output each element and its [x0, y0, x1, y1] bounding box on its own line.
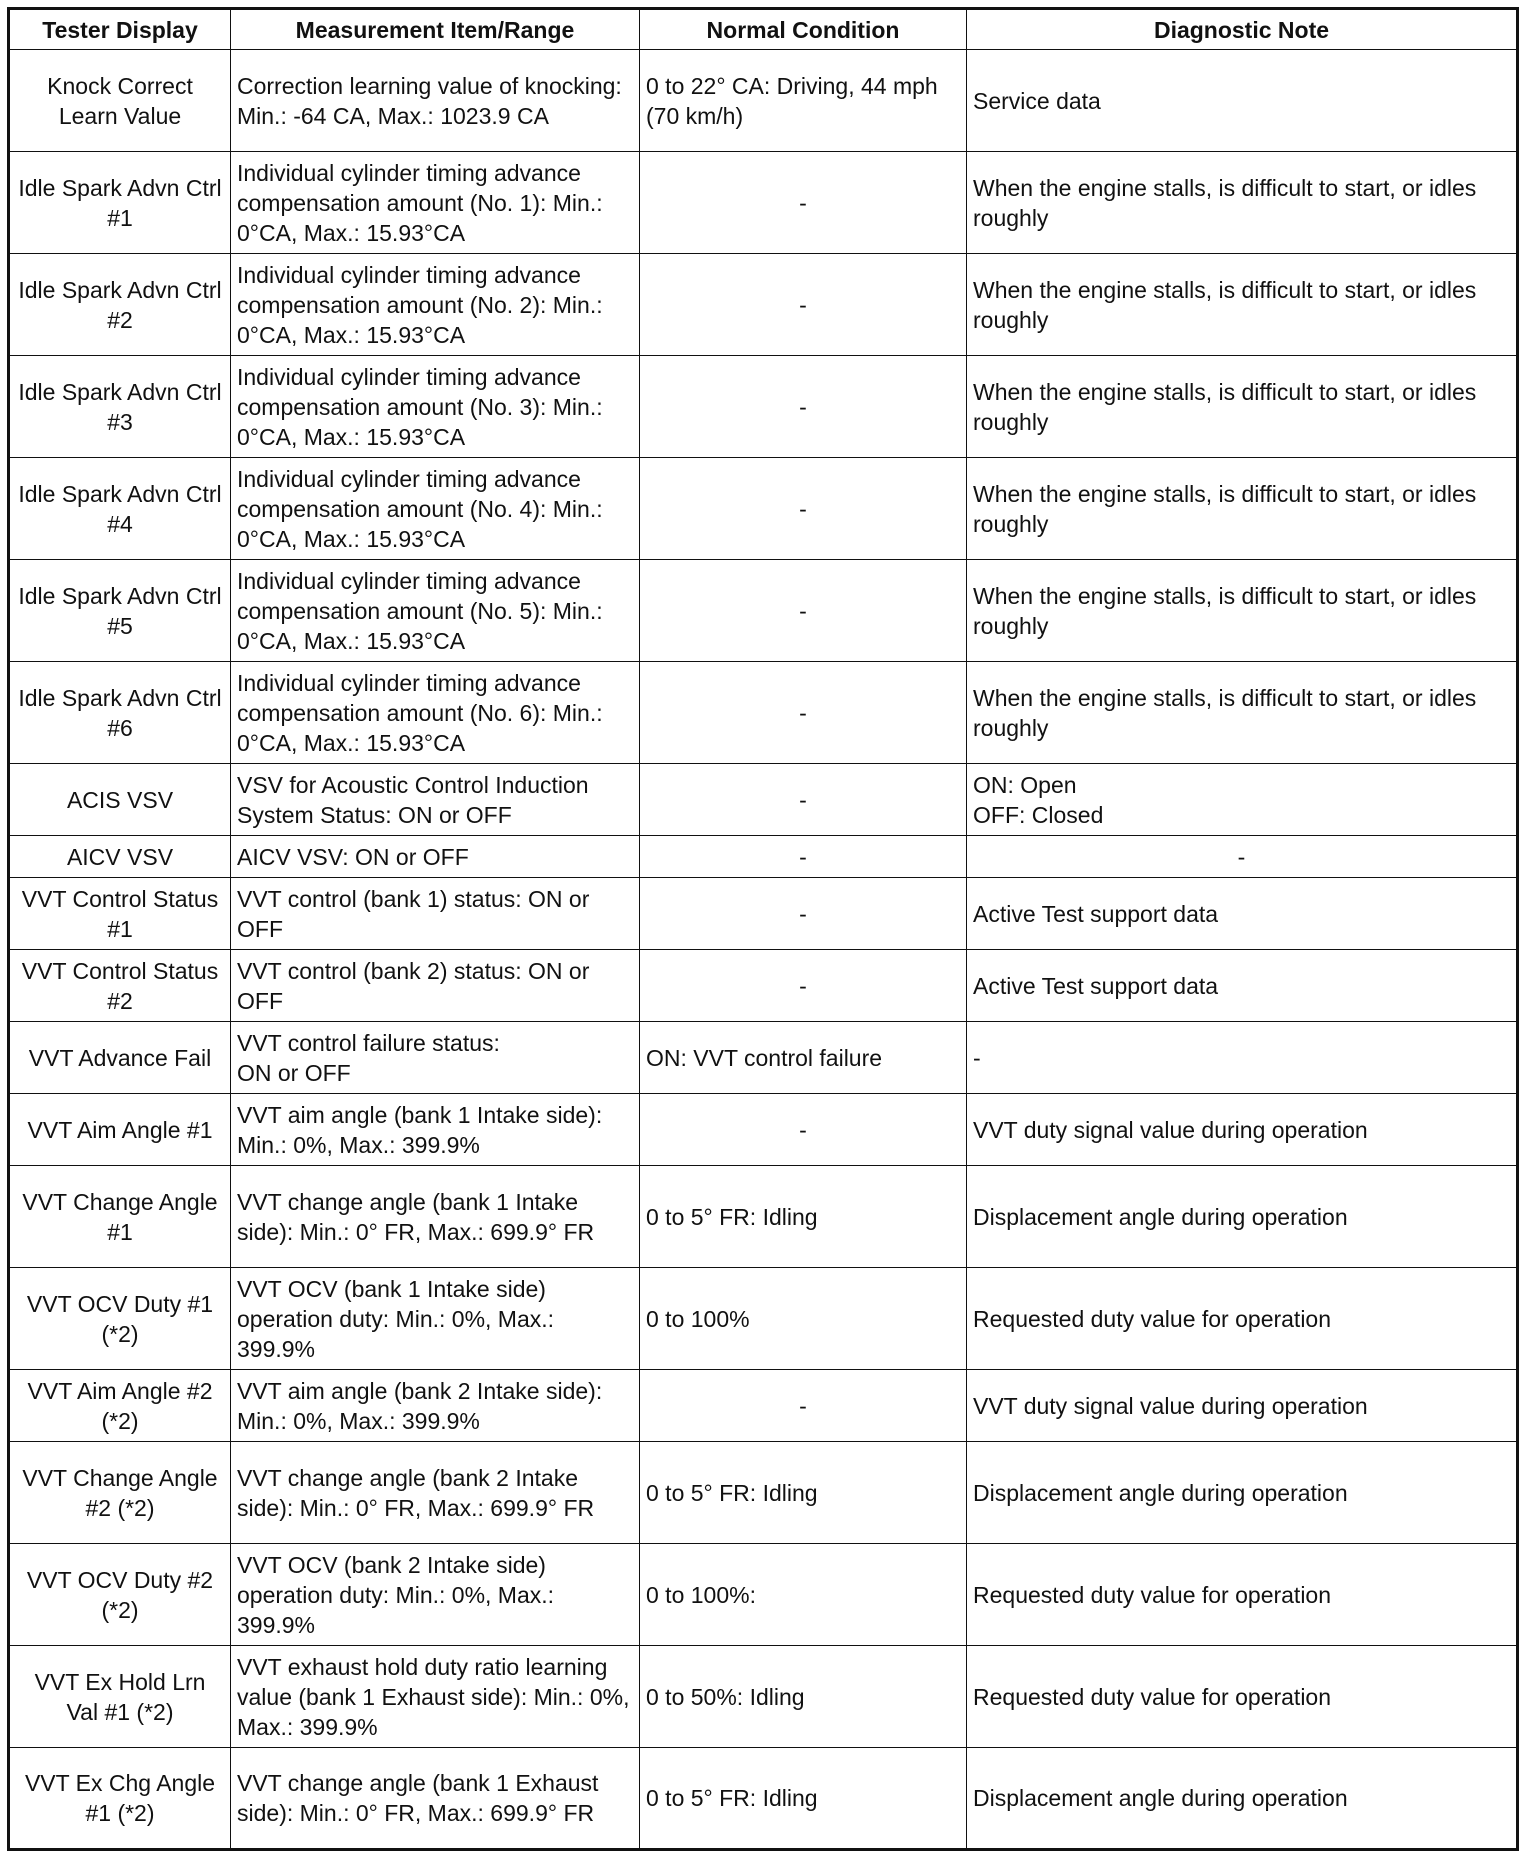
normal-condition-cell: -: [640, 1370, 967, 1442]
normal-condition-cell: 0 to 5° FR: Idling: [640, 1166, 967, 1268]
tester-display-cell: Idle Spark Advn Ctrl #2: [9, 254, 231, 356]
tester-display-cell: VVT Change Angle #1: [9, 1166, 231, 1268]
normal-condition-cell: -: [640, 662, 967, 764]
note-line-1: ON: Open: [973, 771, 1077, 798]
diagnostic-note-cell: Displacement angle during operation: [967, 1442, 1518, 1544]
diagnostic-note-cell: Requested duty value for operation: [967, 1646, 1518, 1748]
header-normal-condition: Normal Condition: [640, 9, 967, 50]
tester-data-table: [7, 7, 1519, 1851]
table-row: [9, 662, 1518, 764]
tester-display-cell: VVT Ex Hold Lrn Val #1 (*2): [9, 1646, 231, 1748]
normal-condition-cell: -: [640, 152, 967, 254]
normal-condition-cell: -: [640, 458, 967, 560]
tester-display-cell: Idle Spark Advn Ctrl #3: [9, 356, 231, 458]
measurement-range-cell: Individual cylinder timing advance compensation amount (No. 6): Min.: 0°CA, Max.: 15.93°CA: [231, 662, 640, 764]
header-tester-display: Tester Display: [9, 9, 231, 50]
header-measurement-range: Measurement Item/Range: [231, 9, 640, 50]
measurement-range-cell: Individual cylinder timing advance compensation amount (No. 4): Min.: 0°CA, Max.: 15.93°CA: [231, 458, 640, 560]
measurement-range-cell: VVT OCV (bank 2 Intake side) operation duty: Min.: 0%, Max.: 399.9%: [231, 1544, 640, 1646]
table-row: [9, 1544, 1518, 1646]
table-row: [9, 50, 1518, 152]
normal-condition-cell: -: [640, 254, 967, 356]
normal-condition-cell: -: [640, 878, 967, 950]
note-line-2: OFF: Closed: [973, 801, 1104, 828]
diagnostic-note-cell: When the engine stalls, is difficult to start, or idles roughly: [967, 560, 1518, 662]
diagnostic-note-cell: -: [967, 836, 1518, 878]
normal-condition-cell: 0 to 100%: [640, 1268, 967, 1370]
table-row: [9, 560, 1518, 662]
measurement-range-cell: Individual cylinder timing advance compensation amount (No. 3): Min.: 0°CA, Max.: 15.93°CA: [231, 356, 640, 458]
table-row: [9, 1094, 1518, 1166]
range-line-1: VVT control failure status:: [237, 1029, 500, 1056]
normal-condition-cell: -: [640, 836, 967, 878]
diagnostic-note-cell: Requested duty value for operation: [967, 1268, 1518, 1370]
normal-condition-cell: ON: VVT control failure: [640, 1022, 967, 1094]
measurement-range-cell: VVT change angle (bank 1 Intake side): Min.: 0° FR, Max.: 699.9° FR: [231, 1166, 640, 1268]
diagnostic-note-cell: [967, 764, 1518, 836]
normal-condition-cell: -: [640, 950, 967, 1022]
tester-display-cell: Idle Spark Advn Ctrl #5: [9, 560, 231, 662]
tester-display-cell: VVT Advance Fail: [9, 1022, 231, 1094]
tester-display-cell: AICV VSV: [9, 836, 231, 878]
measurement-range-cell: [231, 1022, 640, 1094]
diagnostic-note-cell: VVT duty signal value during operation: [967, 1370, 1518, 1442]
normal-condition-cell: 0 to 100%:: [640, 1544, 967, 1646]
diagnostic-note-cell: Active Test support data: [967, 878, 1518, 950]
table-row: [9, 1022, 1518, 1094]
measurement-range-cell: VVT OCV (bank 1 Intake side) operation duty: Min.: 0%, Max.: 399.9%: [231, 1268, 640, 1370]
diagnostic-note-cell: Requested duty value for operation: [967, 1544, 1518, 1646]
table-row: [9, 152, 1518, 254]
normal-condition-cell: 0 to 5° FR: Idling: [640, 1442, 967, 1544]
diagnostic-note-cell: When the engine stalls, is difficult to start, or idles roughly: [967, 356, 1518, 458]
table-row: [9, 764, 1518, 836]
tester-display-cell: VVT OCV Duty #2 (*2): [9, 1544, 231, 1646]
diagnostic-note-cell: Service data: [967, 50, 1518, 152]
tester-display-cell: VVT Aim Angle #2 (*2): [9, 1370, 231, 1442]
diagnostic-note-cell: Active Test support data: [967, 950, 1518, 1022]
tester-display-cell: VVT Control Status #2: [9, 950, 231, 1022]
measurement-range-cell: Individual cylinder timing advance compensation amount (No. 2): Min.: 0°CA, Max.: 15.93°CA: [231, 254, 640, 356]
table-row: [9, 458, 1518, 560]
table-row: [9, 836, 1518, 878]
diagnostic-note-cell: Displacement angle during operation: [967, 1748, 1518, 1850]
diagnostic-note-cell: Displacement angle during operation: [967, 1166, 1518, 1268]
diagnostic-note-cell: When the engine stalls, is difficult to start, or idles roughly: [967, 662, 1518, 764]
tester-display-cell: Knock Correct Learn Value: [9, 50, 231, 152]
diagnostic-note-cell: -: [967, 1022, 1518, 1094]
header-diagnostic-note: Diagnostic Note: [967, 9, 1518, 50]
tester-display-cell: Idle Spark Advn Ctrl #1: [9, 152, 231, 254]
table-row: [9, 1370, 1518, 1442]
table-row: [9, 1442, 1518, 1544]
header-row: [9, 9, 1518, 50]
measurement-range-cell: VVT change angle (bank 1 Exhaust side): Min.: 0° FR, Max.: 699.9° FR: [231, 1748, 640, 1850]
normal-condition-cell: -: [640, 1094, 967, 1166]
tester-display-cell: VVT OCV Duty #1 (*2): [9, 1268, 231, 1370]
tester-display-cell: ACIS VSV: [9, 764, 231, 836]
measurement-range-cell: Individual cylinder timing advance compensation amount (No. 5): Min.: 0°CA, Max.: 15.93°CA: [231, 560, 640, 662]
measurement-range-cell: VVT aim angle (bank 2 Intake side): Min.: 0%, Max.: 399.9%: [231, 1370, 640, 1442]
measurement-range-cell: VSV for Acoustic Control Induction System Status: ON or OFF: [231, 764, 640, 836]
normal-condition-cell: 0 to 22° CA: Driving, 44 mph (70 km/h): [640, 50, 967, 152]
tester-display-cell: Idle Spark Advn Ctrl #4: [9, 458, 231, 560]
table-row: [9, 950, 1518, 1022]
tester-display-cell: VVT Ex Chg Angle #1 (*2): [9, 1748, 231, 1850]
normal-condition-cell: -: [640, 764, 967, 836]
normal-condition-cell: 0 to 50%: Idling: [640, 1646, 967, 1748]
measurement-range-cell: VVT change angle (bank 2 Intake side): Min.: 0° FR, Max.: 699.9° FR: [231, 1442, 640, 1544]
diagnostic-note-cell: VVT duty signal value during operation: [967, 1094, 1518, 1166]
measurement-range-cell: VVT control (bank 1) status: ON or OFF: [231, 878, 640, 950]
diagnostic-note-cell: When the engine stalls, is difficult to start, or idles roughly: [967, 254, 1518, 356]
range-line-2: ON or OFF: [237, 1059, 351, 1086]
table-row: [9, 356, 1518, 458]
diagnostic-note-cell: When the engine stalls, is difficult to start, or idles roughly: [967, 152, 1518, 254]
table-row: [9, 1268, 1518, 1370]
table-row: [9, 1748, 1518, 1850]
tester-display-cell: VVT Aim Angle #1: [9, 1094, 231, 1166]
measurement-range-cell: Individual cylinder timing advance compensation amount (No. 1): Min.: 0°CA, Max.: 15.93°CA: [231, 152, 640, 254]
diagnostic-note-cell: When the engine stalls, is difficult to start, or idles roughly: [967, 458, 1518, 560]
measurement-range-cell: VVT control (bank 2) status: ON or OFF: [231, 950, 640, 1022]
tester-display-cell: VVT Control Status #1: [9, 878, 231, 950]
table-row: [9, 1646, 1518, 1748]
measurement-range-cell: Correction learning value of knocking: Min.: -64 CA, Max.: 1023.9 CA: [231, 50, 640, 152]
diagnostic-data-sheet: [7, 7, 1516, 1851]
normal-condition-cell: -: [640, 356, 967, 458]
table-row: [9, 878, 1518, 950]
measurement-range-cell: VVT exhaust hold duty ratio learning value (bank 1 Exhaust side): Min.: 0%, Max.: 399.9%: [231, 1646, 640, 1748]
normal-condition-cell: 0 to 5° FR: Idling: [640, 1748, 967, 1850]
tester-display-cell: VVT Change Angle #2 (*2): [9, 1442, 231, 1544]
normal-condition-cell: -: [640, 560, 967, 662]
table-row: [9, 254, 1518, 356]
table-row: [9, 1166, 1518, 1268]
measurement-range-cell: VVT aim angle (bank 1 Intake side): Min.: 0%, Max.: 399.9%: [231, 1094, 640, 1166]
measurement-range-cell: AICV VSV: ON or OFF: [231, 836, 640, 878]
tester-display-cell: Idle Spark Advn Ctrl #6: [9, 662, 231, 764]
